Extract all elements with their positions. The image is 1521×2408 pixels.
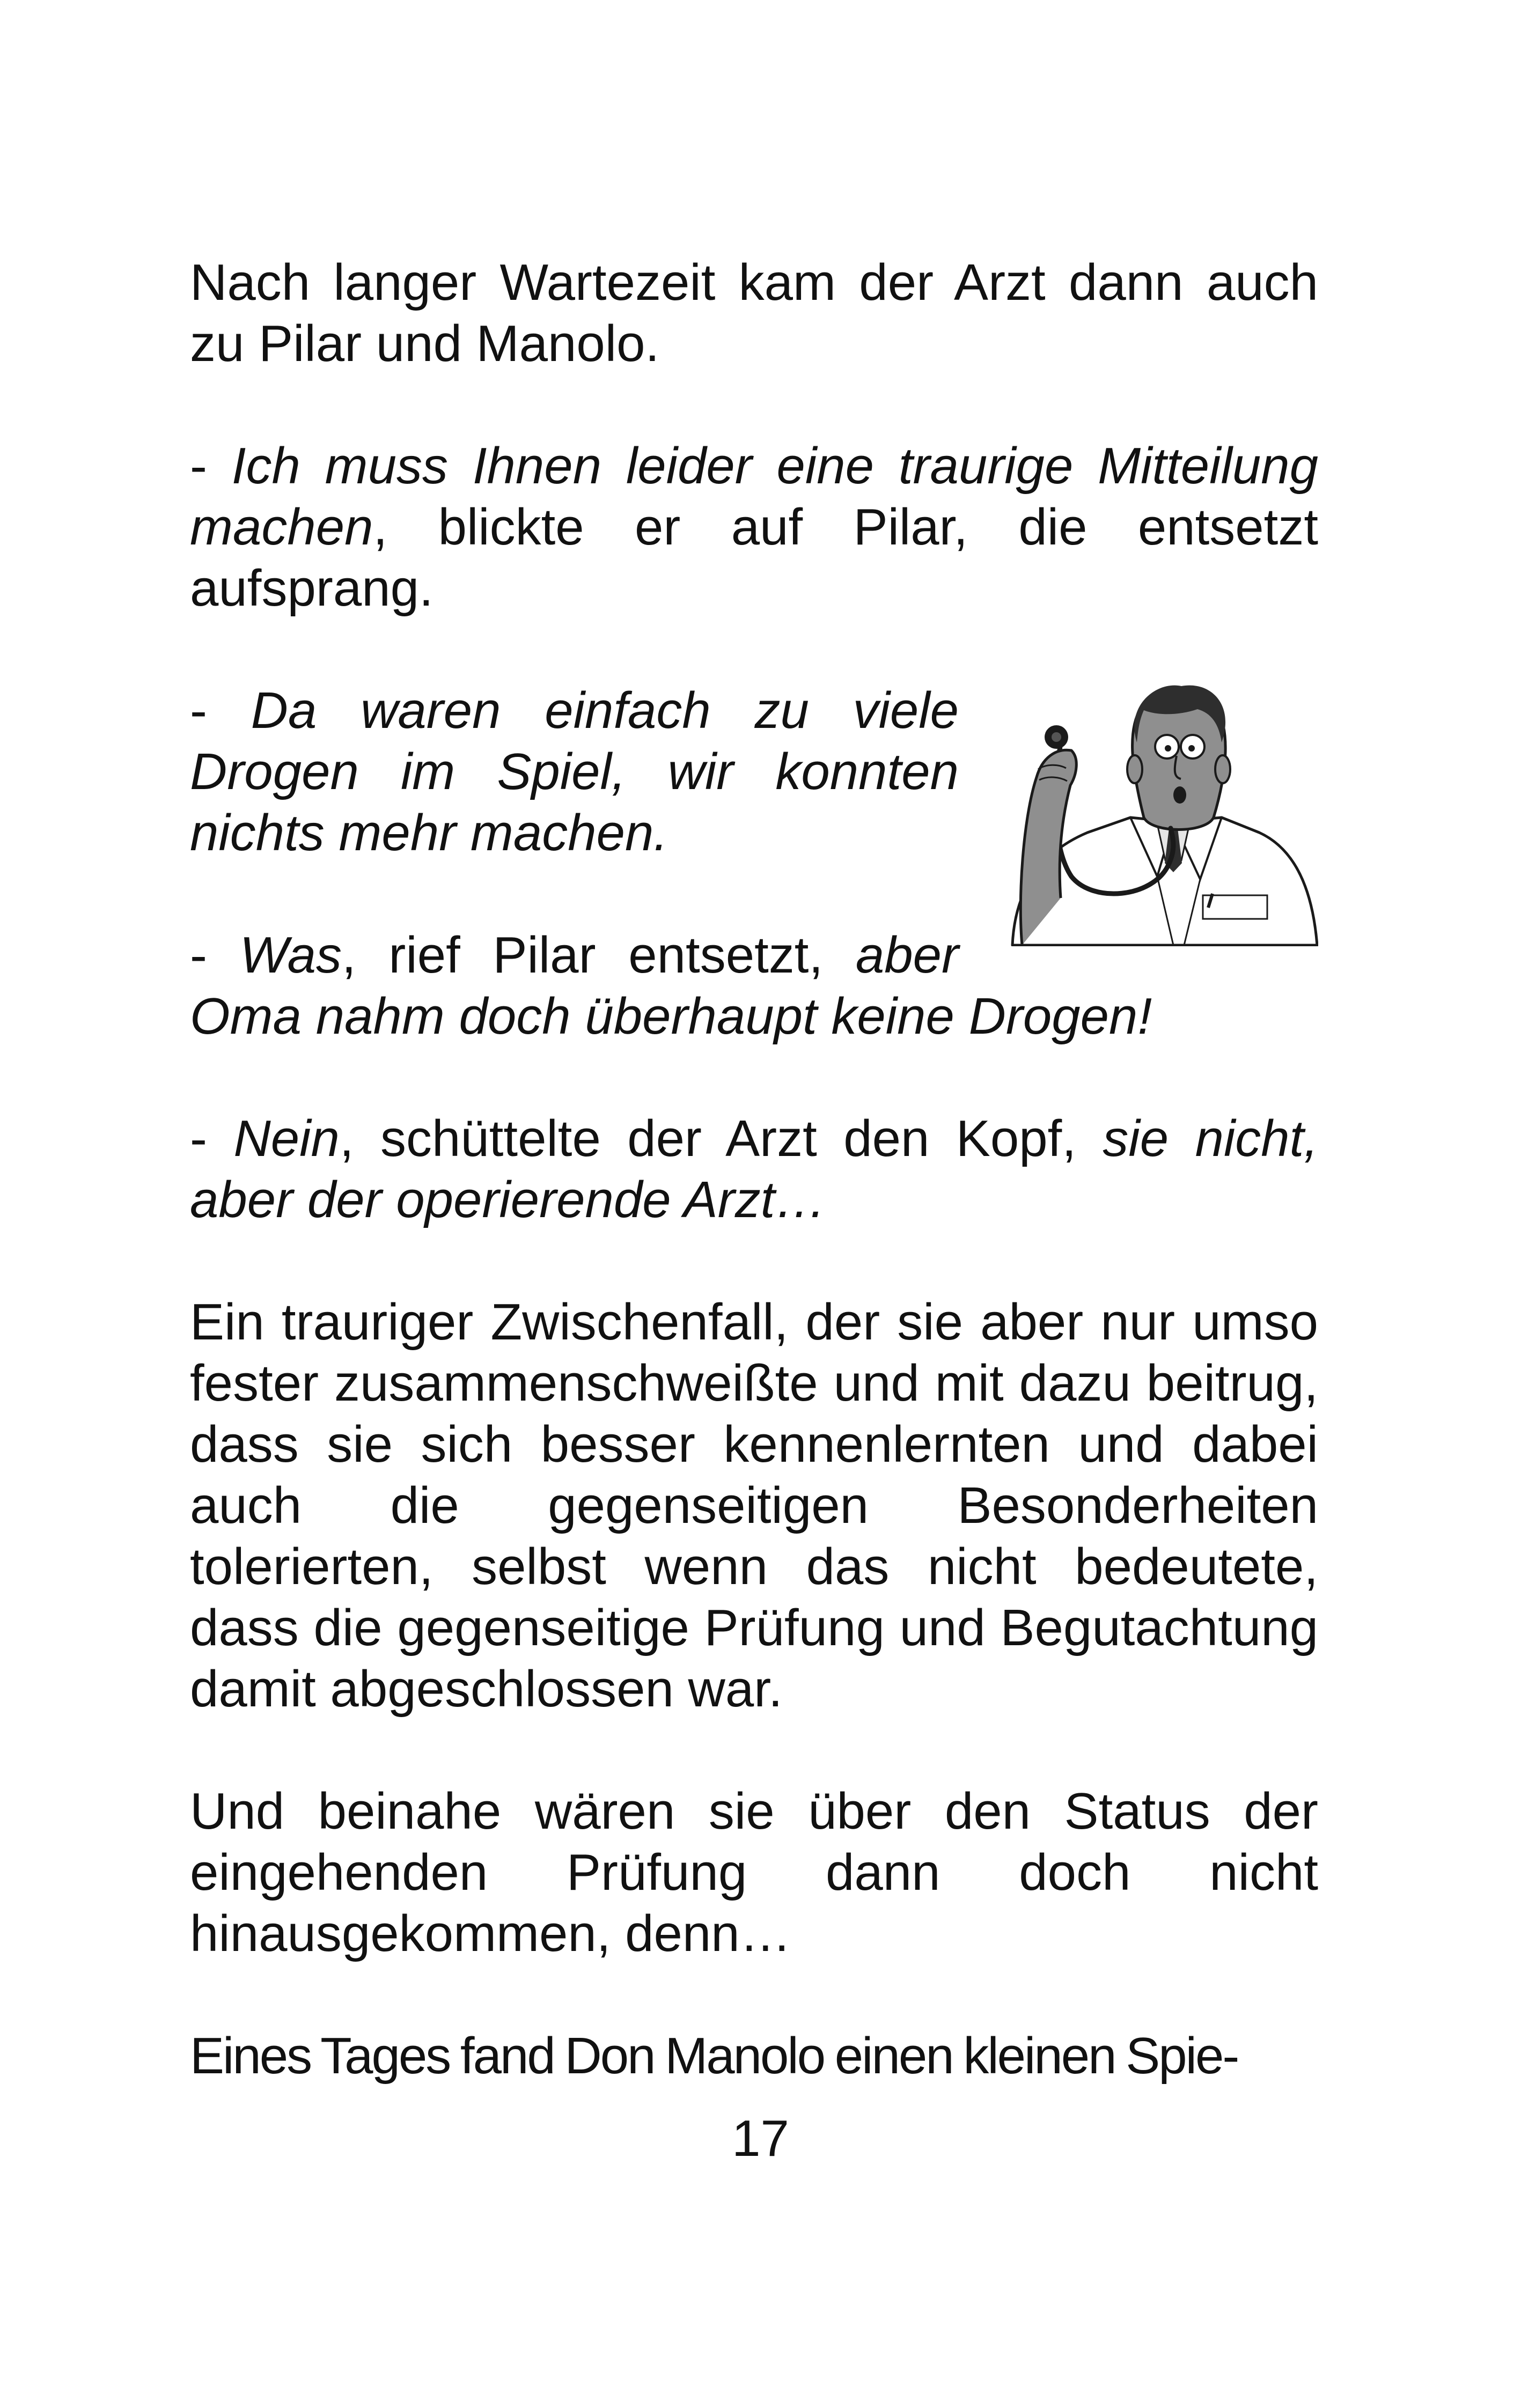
dialogue-italic: sie nicht, aber der operierende Arzt… [190, 1110, 1319, 1228]
text-run: , schüttelte der Arzt den Kopf, [339, 1110, 1103, 1167]
text-run: Und beinahe wären sie über den Status der eingehenden Prüfung dann doch nicht hinausgekommen, denn… [190, 1783, 1318, 1962]
text-run: - [190, 682, 251, 739]
paragraph-6 [190, 1292, 1318, 1720]
dialogue-italic: Nein [233, 1110, 340, 1167]
paragraph-7 [190, 1781, 1318, 1964]
text-run: - [190, 437, 232, 495]
dialogue-italic: Was [239, 926, 342, 984]
doctor-illustration [996, 683, 1318, 946]
text-run: - [190, 926, 240, 984]
text-run: Eines Tages fand Don Manolo einen kleinen Spie- [190, 2027, 1238, 2085]
text-run: , blickte er auf Pilar, die entsetzt aufsprang. [190, 498, 1318, 617]
text-run: Nach langer Wartezeit kam der Arzt dann auch zu Pilar und Manolo. [190, 254, 1318, 372]
paragraph-2 [190, 436, 1318, 619]
dialogue-italic: Da waren einfach zu viele Drogen im Spiel, wir konnten nichts mehr machen. [190, 682, 959, 861]
paragraph-1 [190, 252, 1318, 374]
paragraph-5 [190, 1108, 1318, 1231]
doctor-head [1127, 686, 1230, 830]
dialogue-italic: aber Oma nahm doch überhaupt keine Drogen! [190, 926, 1152, 1045]
dialogue-italic: Ich muss Ihnen leider eine traurige Mitteilung machen [190, 437, 1319, 556]
text-run: , rief Pilar entsetzt, [341, 926, 856, 984]
page-number: 17 [732, 2110, 789, 2167]
text-run: - [190, 1110, 234, 1167]
text-run: Ein trauriger Zwischenfall, der sie aber nur umso fester zusammenschweißte und mit dazu beitrug, dass sie sich besser kennenlernten und dabei auch die gegenseitigen Besonderheiten tolerierten, selbst wenn das nicht bedeutete, dass die gegenseitige Prüfung und Begutachtung damit abgeschlossen war. [190, 1293, 1318, 1718]
doctor-with-stethoscope-icon [996, 683, 1318, 946]
page-body [190, 252, 1318, 2087]
paragraph-3 [190, 680, 1318, 864]
paragraph-8 [190, 2026, 1318, 2087]
